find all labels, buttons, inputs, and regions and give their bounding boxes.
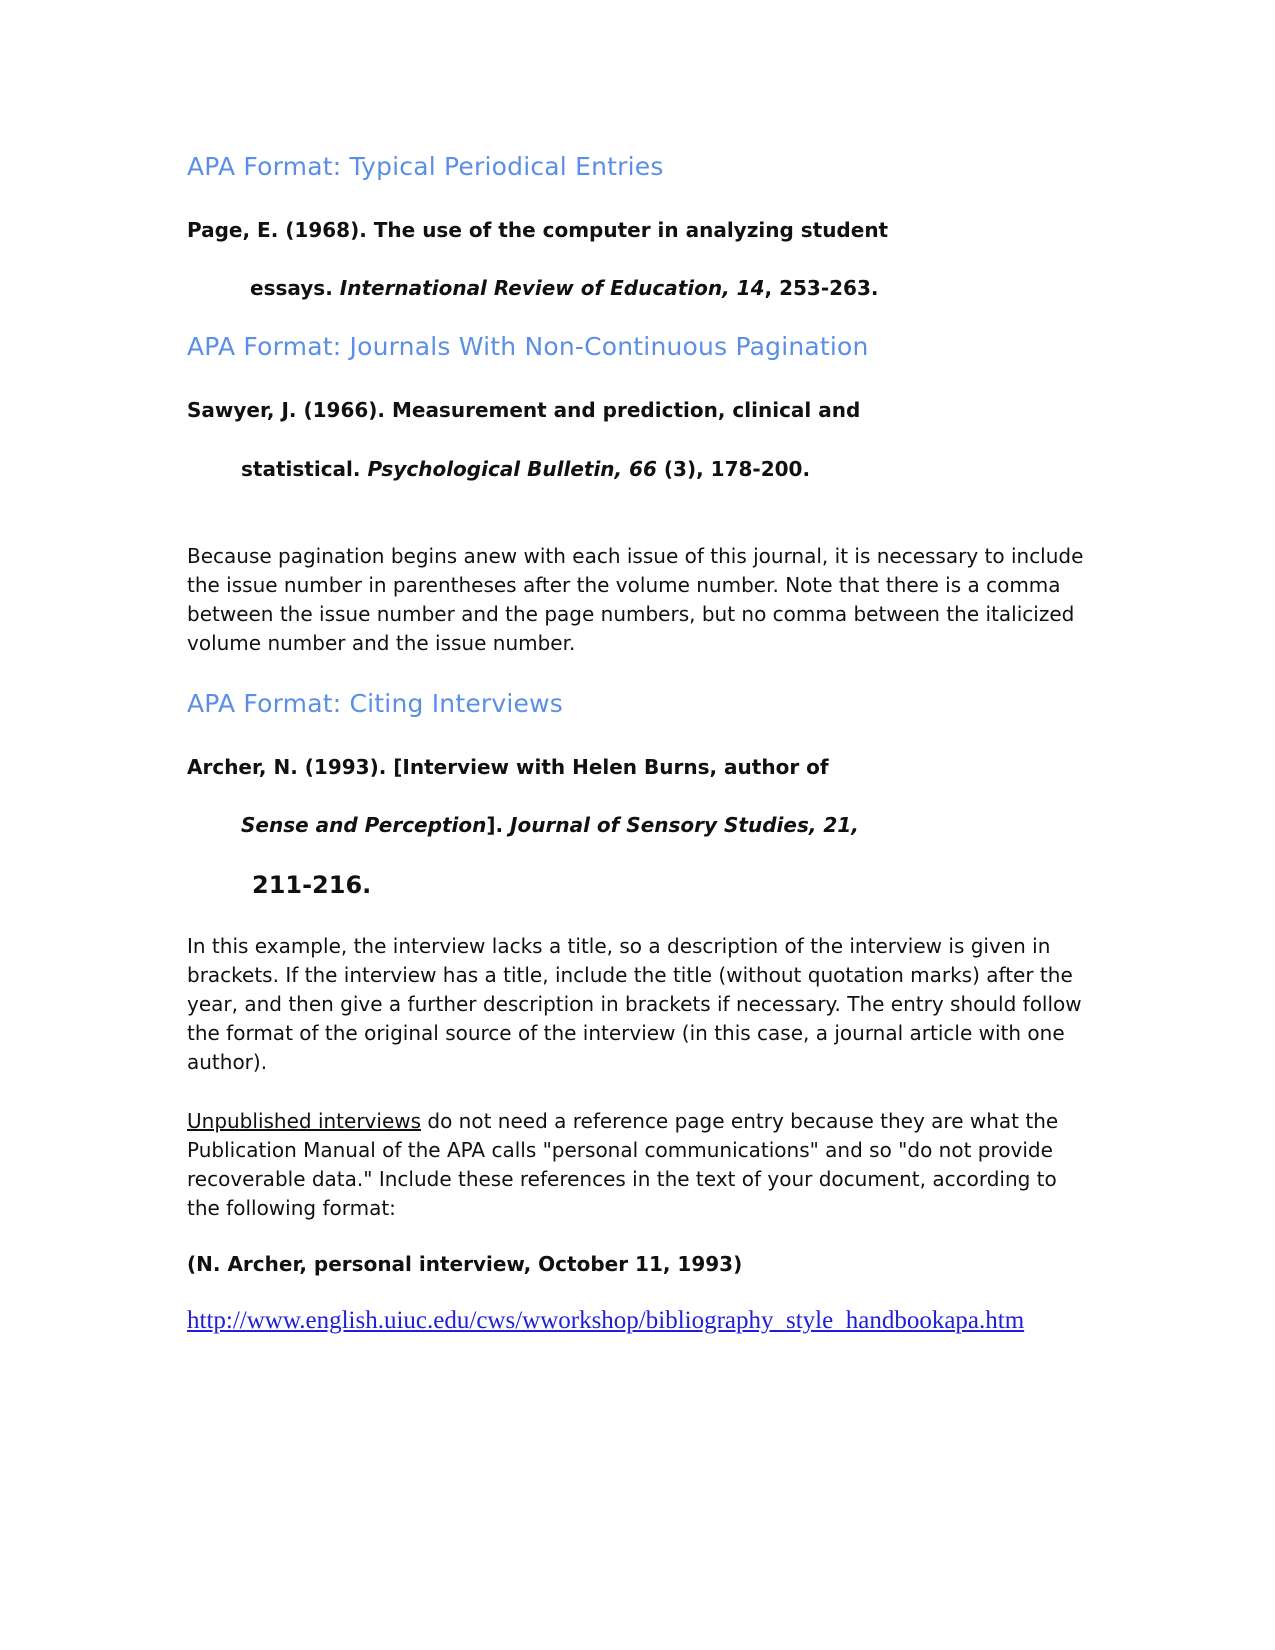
unpublished-interviews-term: Unpublished interviews	[187, 1109, 422, 1133]
reference-page-line2	[250, 276, 878, 300]
reference-sawyer-line2	[241, 457, 810, 481]
note-text: do not need a reference page entry because they are what the Publication Manual of the APA calls "personal communications" and so "do not provide recoverable data." Include these references in the text of your document, according to the following format:	[187, 1109, 1059, 1220]
reference-archer-line2	[241, 813, 859, 837]
ref-text: essays.	[250, 276, 340, 300]
personal-interview-example: (N. Archer, personal interview, October 11, 1993)	[187, 1252, 743, 1276]
ref-text: , 253-263.	[764, 276, 879, 300]
reference-archer-line3: 211-216.	[252, 871, 372, 899]
ref-journal-title: International Review of Education, 14	[339, 276, 765, 300]
interview-note: In this example, the interview lacks a title, so a description of the interview is given in brackets. If the interview has a title, include the title (without quotation marks) after the year, and then give a further description in brackets if necessary. The entry should follow the format of the original source of the interview (in this case, a journal article with one author).	[187, 934, 1082, 1074]
pagination-note: Because pagination begins anew with each issue of this journal, it is necessary to include the issue number in parentheses after the volume number. Note that there is a comma between the issue number and the page numbers, but no comma between the italicized volume number and the issue number.	[187, 544, 1084, 655]
reference-archer-line1: Archer, N. (1993). [Interview with Helen Burns, author of	[187, 755, 829, 779]
heading-non-continuous: APA Format: Journals With Non-Continuous Pagination	[187, 332, 869, 361]
ref-journal-title: Journal of Sensory Studies, 21,	[510, 813, 859, 837]
heading-typical-periodical: APA Format: Typical Periodical Entries	[187, 152, 664, 181]
ref-journal-title: Psychological Bulletin, 66	[367, 457, 657, 481]
unpublished-interviews-note	[187, 1107, 1087, 1223]
source-link[interactable]: http://www.english.uiuc.edu/cws/wworkshop/bibliography_style_handbookapa.htm	[187, 1307, 1025, 1334]
ref-text: (3), 178-200.	[656, 457, 811, 481]
ref-text: statistical.	[241, 457, 368, 481]
heading-citing-interviews: APA Format: Citing Interviews	[187, 689, 563, 718]
reference-sawyer-line1: Sawyer, J. (1966). Measurement and prediction, clinical and	[187, 398, 861, 422]
ref-book-title: Sense and Perception	[241, 813, 487, 837]
reference-page-line1: Page, E. (1968). The use of the computer in analyzing student	[187, 218, 889, 242]
ref-text: ].	[486, 813, 511, 837]
